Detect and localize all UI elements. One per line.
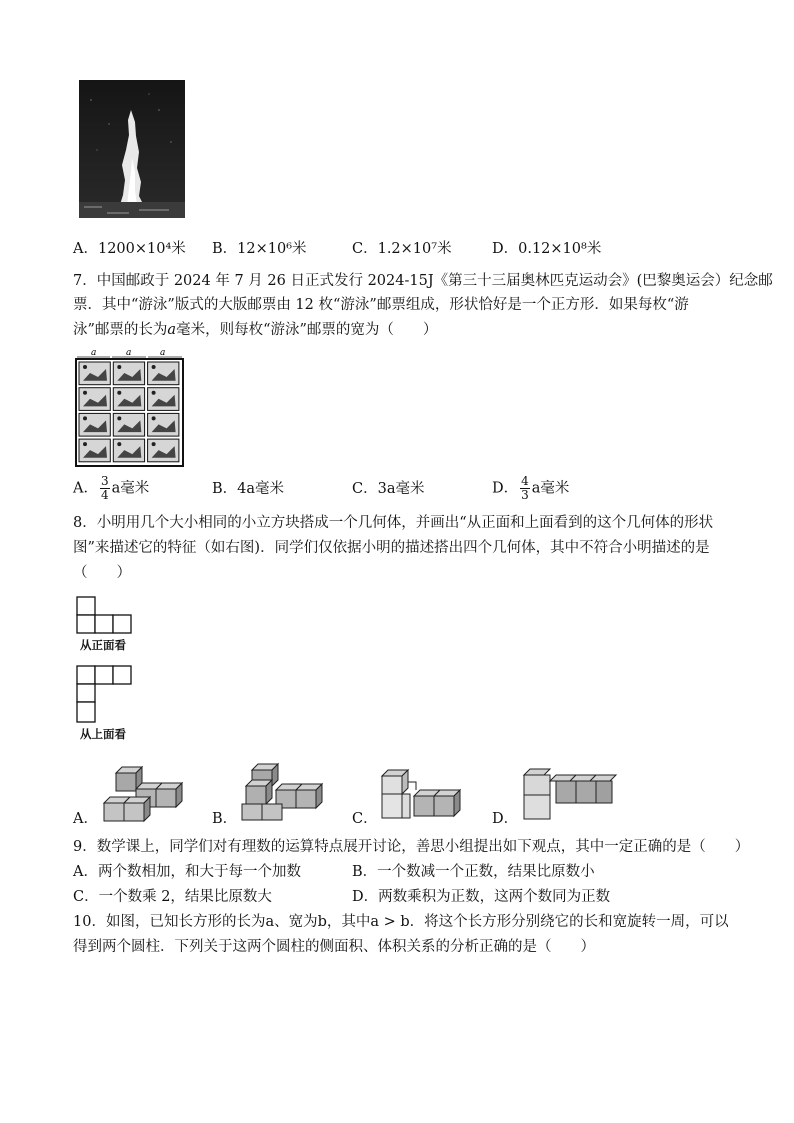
q7-option-a-fraction <box>100 475 110 502</box>
q7-option-d-fraction <box>520 475 530 502</box>
q7-option-d-denominator: 3 <box>521 488 529 502</box>
svg-text:a: a <box>91 348 97 358</box>
q7-stem-line2: 票．其中“游泳”版式的大版邮票由 12 枚“游泳”邮票组成，形状恰好是一个正方形．如果每枚“游 <box>73 297 689 313</box>
rocket-launch-photo <box>79 80 185 218</box>
stamp-thumbnail <box>79 413 110 436</box>
q7-variable-a: a <box>167 322 177 338</box>
q9-stem: 9．数学课上，同学们对有理数的运算特点展开讨论，善思小组提出如下观点，其中一定正确的是（ ） <box>73 839 750 855</box>
stamp-thumbnail <box>148 413 179 436</box>
stamp-thumbnail <box>113 413 144 436</box>
q7-option-d[interactable] <box>492 475 569 502</box>
q9-option-c[interactable]: C．一个数乘 2，结果比原数大 <box>73 889 272 905</box>
q7-option-a-label: A． <box>73 480 98 497</box>
q7-option-a-tail: a毫米 <box>111 480 150 497</box>
q10-stem-line2: 得到两个圆柱．下列关于这两个圆柱的侧面积、体积关系的分析正确的是（ ） <box>73 939 595 955</box>
stamp-thumbnail <box>113 388 144 411</box>
front-view-caption: 从正面看 <box>80 638 126 652</box>
stamp-sheet-figure <box>74 346 186 468</box>
q10-stem-line1: 10．如图，已知长方形的长为a、宽为b，其中a > b．将这个长方形分别绕它的长和宽旋转一周，可以 <box>73 914 729 930</box>
q7-stem-line3 <box>73 320 437 340</box>
q7-option-a-numerator: 3 <box>100 474 109 488</box>
stamp-thumbnail <box>148 362 179 385</box>
q8-option-d-label[interactable]: D． <box>492 811 519 827</box>
top-view-caption: 从上面看 <box>80 727 126 741</box>
svg-text:a: a <box>160 348 166 358</box>
q7-option-d-tail: a毫米 <box>531 480 570 497</box>
q8-stem-line3: （ ） <box>73 565 131 581</box>
stamp-thumbnail <box>148 439 179 462</box>
q6-option-d[interactable]: D．0.12×10⁸米 <box>492 241 602 257</box>
q9-option-a[interactable]: A．两个数相加，和大于每一个加数 <box>73 864 301 880</box>
q8-option-b-label[interactable]: B． <box>212 811 238 827</box>
q8-option-c-solid[interactable] <box>378 768 472 824</box>
q9-option-d[interactable]: D．两数乘积为正数，这两个数同为正数 <box>352 889 611 905</box>
stamp-thumbnail <box>148 388 179 411</box>
stamp-thumbnail <box>113 439 144 462</box>
front-view-diagram <box>76 596 136 636</box>
q7-stem-line3-pre: 泳”邮票的长为 <box>73 322 168 338</box>
q6-option-a[interactable]: A．1200×10⁴米 <box>73 241 186 257</box>
svg-text:a: a <box>126 348 132 358</box>
q8-option-d-solid[interactable] <box>518 767 618 825</box>
q7-option-d-label: D． <box>492 480 519 497</box>
q7-option-b[interactable]: B．4a毫米 <box>212 481 285 497</box>
q7-option-c[interactable]: C．3a毫米 <box>352 481 425 497</box>
q8-stem-line2: 图”来描述它的特征（如右图)．同学们仅依据小明的描述搭出四个几何体，其中不符合小明描述的是 <box>73 540 710 556</box>
q7-option-a[interactable] <box>73 475 149 502</box>
q9-option-b[interactable]: B．一个数减一个正数，结果比原数小 <box>352 864 595 880</box>
q6-option-c[interactable]: C．1.2×10⁷米 <box>352 241 452 257</box>
stamp-thumbnail <box>79 388 110 411</box>
q8-option-a-solid[interactable] <box>96 765 186 825</box>
q8-option-b-solid[interactable] <box>238 762 330 824</box>
q7-option-d-numerator: 4 <box>521 474 529 488</box>
q6-option-b[interactable]: B．12×10⁶米 <box>212 241 307 257</box>
q7-stem-line3-post: 毫米，则每枚“游泳”邮票的宽为（ ） <box>176 322 438 338</box>
q7-stem-line1: 7．中国邮政于 2024 年 7 月 26 日正式发行 2024-15J《第三十三届奥林匹克运动会》(巴黎奥运会）纪念邮 <box>73 273 773 289</box>
q8-option-a-label[interactable]: A． <box>73 811 98 827</box>
stamp-thumbnail <box>79 362 110 385</box>
top-view-diagram <box>76 665 136 725</box>
q8-stem-line1: 8．小明用几个大小相同的小立方块搭成一个几何体，并画出“从正面和上面看到的这个几何体的形状 <box>73 515 714 531</box>
stamp-thumbnail <box>79 439 110 462</box>
q8-option-c-label[interactable]: C． <box>352 811 378 827</box>
stamp-thumbnail <box>113 362 144 385</box>
q7-option-a-denominator: 4 <box>100 488 109 502</box>
